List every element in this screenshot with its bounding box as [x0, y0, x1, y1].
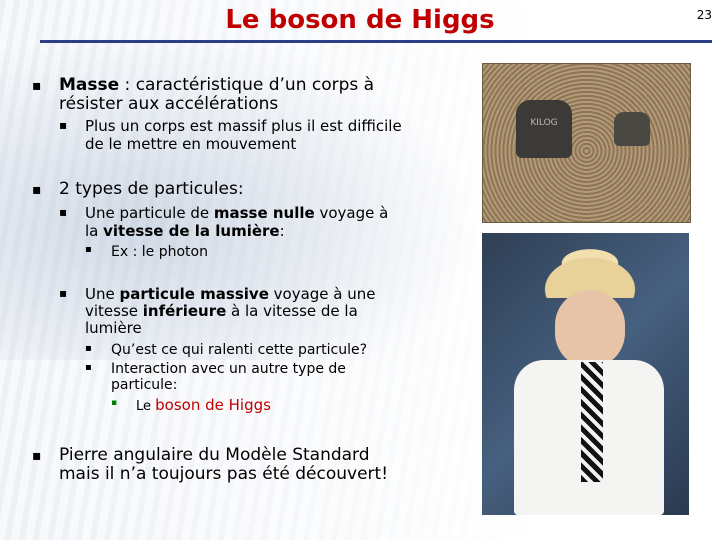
- kilogram-weight-icon: [516, 100, 572, 158]
- bold-span: vitesse de la lumière: [103, 222, 280, 240]
- page-number: 23: [696, 8, 712, 22]
- bullet-square-icon: ▪: [59, 205, 68, 219]
- weight-label: KILOG: [530, 118, 558, 128]
- bullet-square-icon: ▪: [32, 78, 42, 94]
- text-span: vitesse: [85, 302, 143, 320]
- bullet-square-icon: ▪: [59, 286, 68, 300]
- sub-bullet-masse-nulle: [85, 205, 388, 222]
- bullet-masse: [59, 76, 374, 95]
- portrait-tie: [581, 362, 603, 482]
- sub-sub-sub-bullet-boson: [136, 397, 271, 415]
- bullet-square-icon: ▪: [32, 448, 42, 464]
- text-span: la: [85, 222, 104, 240]
- text-span: Une particule de: [85, 204, 214, 222]
- bold-span: masse nulle: [213, 204, 315, 222]
- bold-span: inférieure: [142, 302, 227, 320]
- bullet-square-icon: ▪: [111, 398, 118, 408]
- text-span: Une: [85, 285, 120, 303]
- sub-bullet-massive-line3: lumière: [85, 319, 142, 337]
- bullet-square-icon: ▪: [85, 343, 92, 354]
- bullet-square-icon: ▪: [85, 244, 92, 255]
- bullet-square-icon: ▪: [32, 182, 42, 198]
- sub-sub-bullet-question: Qu’est ce qui ralenti cette particule?: [111, 342, 368, 358]
- masse-term: Masse: [59, 75, 120, 95]
- bullet-pierre-line2: mais il n’a toujours pas été découvert!: [59, 464, 389, 484]
- title-underline: [40, 40, 712, 43]
- weights-photo: [482, 63, 691, 223]
- text-span: Le: [136, 399, 156, 414]
- sub-bullet-massif-line2: de le mettre en mouvement: [85, 135, 297, 153]
- bullet-square-icon: ▪: [59, 118, 68, 132]
- bullet-masse-line2: résister aux accélérations: [59, 94, 279, 114]
- masse-definition: : caractéristique d’un corps à: [119, 75, 375, 95]
- sub-bullet-massif-line1: Plus un corps est massif plus il est difficile: [85, 117, 402, 135]
- text-span: :: [279, 222, 285, 240]
- text-span: à la vitesse de la: [226, 302, 358, 320]
- sub-bullet-massive: [85, 286, 376, 303]
- bullet-square-icon: ▪: [85, 362, 92, 373]
- bullet-types: 2 types de particules:: [59, 179, 244, 199]
- sub-bullet-massive-line2: [85, 303, 358, 320]
- small-weight-icon: [614, 112, 650, 146]
- bold-span: particule massive: [119, 285, 269, 303]
- text-span: voyage à: [314, 204, 389, 222]
- text-span: voyage à une: [268, 285, 376, 303]
- sub-sub-bullet-photon: Ex : le photon: [111, 244, 208, 260]
- sub-bullet-masse-nulle-line2: [85, 223, 285, 240]
- bullet-pierre-line1: Pierre angulaire du Modèle Standard: [59, 445, 370, 465]
- slide-title: Le boson de Higgs: [225, 5, 495, 35]
- portrait-face: [555, 290, 625, 368]
- sub-sub-bullet-interaction-line2: particule:: [111, 377, 178, 393]
- boson-highlight: boson de Higgs: [155, 396, 271, 414]
- sub-sub-bullet-interaction-line1: Interaction avec un autre type de: [111, 361, 346, 377]
